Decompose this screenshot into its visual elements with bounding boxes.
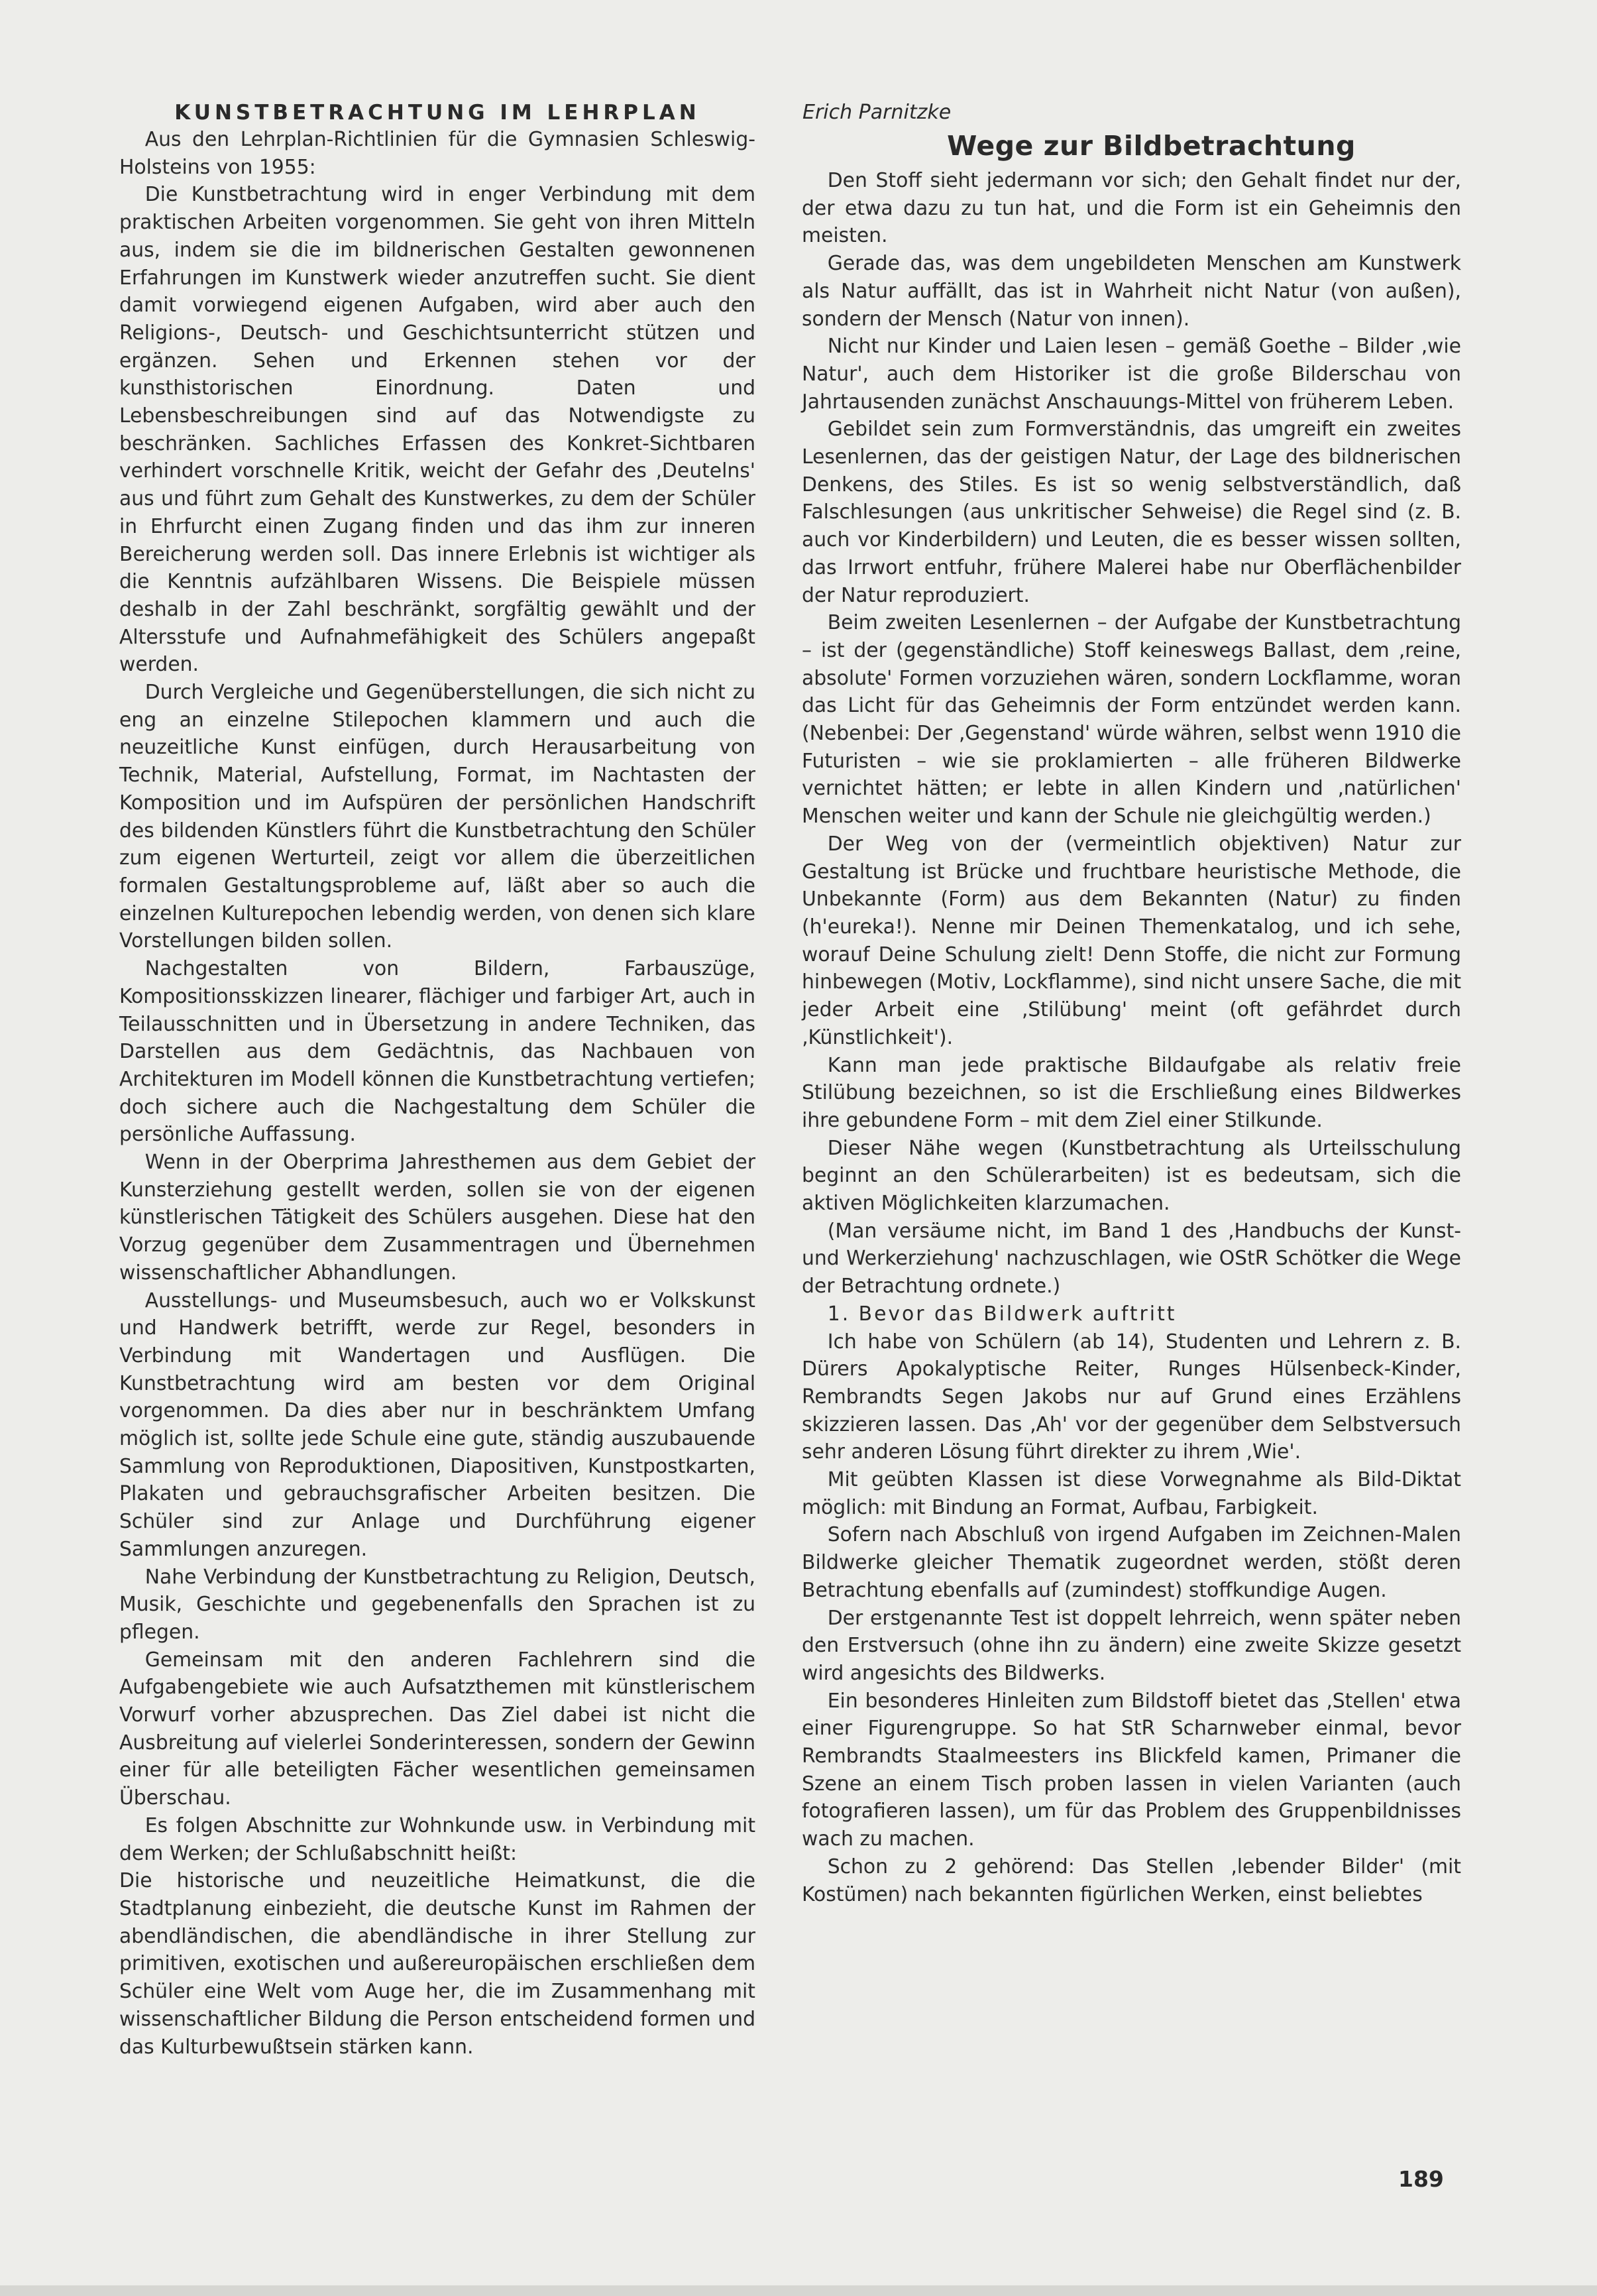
- author-name: Erich Parnitzke: [802, 101, 952, 124]
- paragraph: Nachgestalten von Bildern, Farbauszüge, Kompositionsskizzen linearer, flächiger und farbiger Art, auch in Teilausschnitten und in Übersetzung in andere Techniken, das Darstellen aus dem Gedächtnis, das Nachbauen von Architekturen im Modell können die Kunstbetrachtung vertiefen; doch sichere auch die Nachgestaltung dem Schüler die persönliche Auffassung.: [119, 957, 755, 1147]
- paragraph: Ich habe von Schülern (ab 14), Studenten und Lehrern z. B. Dürers Apokalyptische Reiter, Runges Hülsenbeck-Kinder, Rembrandts Segen Jakobs nur auf Grund eines Erzählens skizzieren lassen. Das ‚Ah' vor der gegenüber dem Selbstversuch sehr anderen Lösung führt direkter zu ihrem ‚Wie'.: [802, 1330, 1461, 1464]
- paragraph: Es folgen Abschnitte zur Wohnkunde usw. in Verbindung mit dem Werken; der Schlußabschnitt heißt:: [119, 1813, 755, 1865]
- right-column: [802, 99, 1461, 1908]
- paragraph: Ausstellungs- und Museumsbesuch, auch wo er Volkskunst und Handwerk betrifft, werde zur Regel, besonders in Verbindung mit Wandertagen und Ausflügen. Die Kunstbetrachtung wird am besten vor dem Original vorgenommen. Da dies aber nur in beschränktem Umfang möglich ist, sollte jede Schule eine gute, ständig auszubauende Sammlung von Reproduktionen, Diapositiven, Kunstpostkarten, Plakaten und gebrauchsgrafischer Arbeiten besitzen. Die Schüler sind zur Anlage und Durchführung eigener Sammlungen anzuregen.: [119, 1289, 755, 1561]
- paragraph: Wenn in der Oberprima Jahresthemen aus dem Gebiet der Kunsterziehung gestellt werden, sollen sie von der eigenen künstlerischen Tätigkeit des Schülers ausgehen. Diese hat den Vorzug gegenüber dem Zusammentragen und Übernehmen wissenschaftlicher Abhandlungen.: [119, 1151, 755, 1285]
- intro-paragraph: Aus den Lehrplan-Richtlinien für die Gymnasien Schleswig-Holsteins von 1955:: [119, 128, 755, 179]
- paragraph: Den Stoff sieht jedermann vor sich; den Gehalt findet nur der, der etwa dazu zu tun hat, und die Form ist ein Geheimnis den meisten.: [802, 169, 1461, 248]
- paragraph: Gemeinsam mit den anderen Fachlehrern sind die Aufgabengebiete wie auch Aufsatzthemen mit künstlerischem Vorwurf vorher abzusprechen. Das Ziel dabei ist nicht die Ausbreitung auf vielerlei Sonderinteressen, sondern der Gewinn einer für alle beteiligten Fächer wesentlichen gemeinsamen Überschau.: [119, 1648, 755, 1810]
- paragraph: Die Kunstbetrachtung wird in enger Verbindung mit dem praktischen Arbeiten vorgenommen. Sie geht von ihren Mitteln aus, indem sie die im bildnerischen Gestalten gewonnenen Erfahrungen im Kunstwerk wieder anzutreffen sucht. Sie dient damit vorwiegend eigenen Aufgaben, wird aber auch den Religions-, Deutsch- und Geschichtsunterricht stützen und ergänzen. Sehen und Erkennen stehen vor der kunsthistorischen Einordnung. Daten und Lebensbeschreibungen sind auf das Notwendigste zu beschränken. Sachliches Erfassen des Konkret-Sichtbaren verhindert vorschnelle Kritik, weicht der Gefahr des ‚Deutelns' aus und führt zum Gehalt des Kunstwerkes, zu dem der Schüler in Ehrfurcht einen Zugang finden und das ihm zur inneren Bereicherung werden soll. Das innere Erlebnis ist wichtiger als die Kenntnis aufzählbaren Wissens. Die Beispiele müssen deshalb in der Zahl beschränkt, sorgfältig gewählt und der Altersstufe und Aufnahmefähigkeit des Schülers angepaßt werden.: [119, 183, 755, 677]
- subsection-heading: 1. Bevor das Bildwerk auftritt: [827, 1302, 1177, 1326]
- paragraph: Beim zweiten Lesenlernen – der Aufgabe der Kunstbetrachtung – ist der (gegenständliche) Stoff keineswegs Ballast, dem ‚reine, absolute' Formen vorzuziehen wären, sondern Lockflamme, woran das Licht für das Geheimnis der Form entzündet werden kann. (Nebenbei: Der ‚Gegenstand' würde währen, selbst wenn 1910 die Futuristen – wie sie proklamierten – alle früheren Bildwerke vernichtet hätten; er lebte in allen Kindern und ‚natürlichen' Menschen weiter und kann der Schule nie gleichgültig werden.): [802, 611, 1461, 829]
- paragraph: Nahe Verbindung der Kunstbetrachtung zu Religion, Deutsch, Musik, Geschichte und gegebenenfalls den Sprachen ist zu pflegen.: [119, 1565, 755, 1644]
- paragraph: Der erstgenannte Test ist doppelt lehrreich, wenn später neben den Erstversuch (ohne ihn zu ändern) eine zweite Skizze gesetzt wird angesichts des Bildwerks.: [802, 1606, 1461, 1685]
- article-title: Wege zur Bildbetrachtung: [947, 130, 1356, 162]
- paragraph: (Man versäume nicht, im Band 1 des ‚Handbuchs der Kunst- und Werkerziehung' nachzuschlagen, wie OStR Schötker die Wege der Betrachtung ordnete.): [802, 1219, 1461, 1298]
- paragraph: Sofern nach Abschluß von irgend Aufgaben im Zeichnen-Malen Bildwerke gleicher Thematik zugeordnet werden, stößt deren Betrachtung ebenfalls auf (zumindest) stoffkundige Augen.: [802, 1523, 1461, 1602]
- paragraph: Gerade das, was dem ungebildeten Menschen am Kunstwerk als Natur auffällt, das ist in Wahrheit nicht Natur (von außen), sondern der Mensch (Natur von innen).: [802, 252, 1461, 331]
- paragraph: Die historische und neuzeitliche Heimatkunst, die die Stadtplanung einbezieht, die deutsche Kunst im Rahmen der abendländischen, die abendländische in ihrer Stellung zur primitiven, exotischen und außereuropäischen erschließen dem Schüler eine Welt vom Auge her, die im Zusammenhang mit wissenschaftlicher Bildung die Person entscheidend formen und das Kulturbewußtsein stärken kann.: [119, 1869, 755, 2059]
- paragraph: Nicht nur Kinder und Laien lesen – gemäß Goethe – Bilder ‚wie Natur', auch dem Historiker ist die große Bilderschau von Jahrtausenden zunächst Anschauungs-Mittel von früherem Leben.: [802, 335, 1461, 414]
- paragraph: Dieser Nähe wegen (Kunstbetrachtung als Urteilsschulung beginnt an den Schülerarbeiten) ist es bedeutsam, sich die aktiven Möglichkeiten klarzumachen.: [802, 1136, 1461, 1216]
- paragraph: Schon zu 2 gehörend: Das Stellen ‚lebender Bilder' (mit Kostümen) nach bekannten figürlichen Werken, einst beliebtes: [802, 1855, 1461, 1906]
- paragraph: Gebildet sein zum Formverständnis, das umgreift ein zweites Lesenlernen, das der geistigen Natur, der Lage des bildnerischen Denkens, des Stiles. Es ist so wenig selbstverständlich, daß Falschlesungen (aus unkritischer Sehweise) die Regel sind (z. B. auch vor Kinderbildern) und Leuten, die es besser wissen sollten, das Irrwort entfuhr, frühere Malerei habe nur Oberflächenbilder der Natur reproduziert.: [802, 418, 1461, 607]
- paragraph: Kann man jede praktische Bildaufgabe als relativ freie Stilübung bezeichnen, so ist die Erschließung eines Bildwerkes ihre gebundene Form – mit dem Ziel einer Stilkunde.: [802, 1053, 1461, 1132]
- paragraph: Durch Vergleiche und Gegenüberstellungen, die sich nicht zu eng an einzelne Stilepochen klammern und auch die neuzeitliche Kunst einfügen, durch Herausarbeitung von Technik, Material, Aufstellung, Format, im Nachtasten der Komposition und im Aufspüren der persönlichen Handschrift des bildenden Künstlers führt die Kunstbetrachtung den Schüler zum eigenen Werturteil, zeigt vor allem die überzeitlichen formalen Gestaltungsprobleme auf, läßt aber so auch die einzelnen Kulturepochen lebendig werden, von denen sich klare Vorstellungen bilden sollen.: [119, 681, 755, 953]
- page-bottom-edge: [0, 2285, 1597, 2296]
- left-column: [119, 99, 755, 2061]
- paragraph: Der Weg von der (vermeintlich objektiven) Natur zur Gestaltung ist Brücke und fruchtbare heuristische Methode, die Unbekannte (Form) aus dem Bekannten (Natur) zu finden (h'eureka!). Nenne mir Deinen Themenkatalog, und ich sehe, worauf Deine Schulung zielt! Denn Stoffe, die nicht zur Formung hinbewegen (Motiv, Lockflamme), sind nicht unsere Sache, die mit jeder Arbeit eine ‚Stilübung' meint (oft gefährdet durch ‚Künstlichkeit').: [802, 832, 1462, 1049]
- page-number: 189: [1398, 2166, 1444, 2192]
- paragraph: Mit geübten Klassen ist diese Vorwegnahme als Bild-Diktat möglich: mit Bindung an Format, Aufbau, Farbigkeit.: [802, 1468, 1461, 1519]
- section-heading-lehrplan: KUNSTBETRACHTUNG IM LEHRPLAN: [174, 101, 700, 125]
- paragraph: Ein besonderes Hinleiten zum Bildstoff bietet das ‚Stellen' etwa einer Figurengruppe. So hat StR Scharnweber einmal, bevor Rembrandts Staalmeesters ins Blickfeld kamen, Primaner die Szene an einem Tisch proben lassen in vielen Varianten (auch fotografieren lassen), um für das Problem des Gruppenbildnisses wach zu machen.: [802, 1689, 1461, 1851]
